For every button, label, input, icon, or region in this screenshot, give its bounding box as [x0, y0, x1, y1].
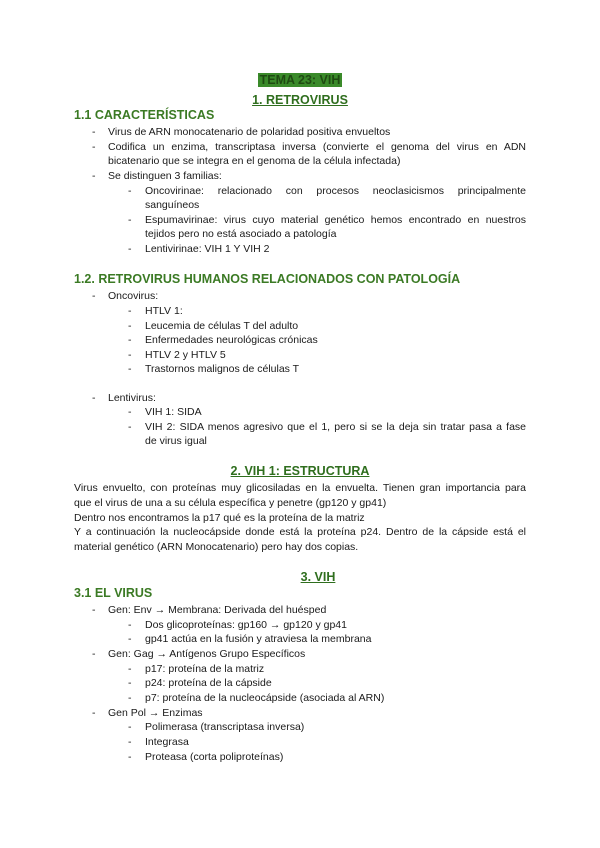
- bullet: -: [128, 751, 132, 763]
- sub-item: p24: proteína de la cápside: [145, 677, 272, 689]
- family-item: Espumavirinae: virus cuyo material genético hemos encontrado en nuestros: [145, 214, 526, 226]
- bullet: -: [128, 243, 132, 255]
- family-item: Lentivirinae: VIH 1 Y VIH 2: [145, 243, 270, 255]
- sub-item: HTLV 1:: [145, 305, 183, 317]
- bullet: -: [128, 421, 132, 433]
- list-item: Codifica un enzima, transcriptasa inversa (convierte el genoma del virus en ADN: [108, 141, 526, 153]
- list-item: Gen: Gag → Antígenos Grupo Específicos: [108, 648, 306, 660]
- heading-3-1: 3.1 EL VIRUS: [74, 586, 153, 600]
- paragraph-line: Y a continuación la nucleocápside donde está la proteína p24. Dentro de la cápside está el: [74, 526, 526, 538]
- section-1-title: 1. RETROVIRUS: [252, 93, 348, 107]
- bullet: -: [128, 363, 132, 375]
- document-title-highlight: TEMA 23: VIH: [259, 73, 341, 87]
- list-item-continuation: bicatenario que se integra en el genoma de la célula infectada): [108, 155, 401, 167]
- list-item: Se distinguen 3 familias:: [108, 170, 222, 182]
- family-item: Oncovirinae: relacionado con procesos neoclasicismos principalmente: [145, 185, 526, 197]
- bullet: -: [128, 320, 132, 332]
- list-item: Lentivirus:: [108, 392, 156, 404]
- bullet: -: [128, 663, 132, 675]
- heading-1-1: 1.1 CARACTERÍSTICAS: [74, 108, 215, 122]
- sub-item: HTLV 2 y HTLV 5: [145, 349, 226, 361]
- bullet: -: [128, 736, 132, 748]
- sub-item: Polimerasa (transcriptasa inversa): [145, 721, 305, 733]
- sub-item: VIH 1: SIDA: [145, 406, 202, 418]
- sub-item: Proteasa (corta poliproteínas): [145, 751, 284, 763]
- bullet: -: [92, 141, 96, 153]
- bullet: -: [92, 126, 96, 138]
- list-item: Gen: Env → Membrana: Derivada del huésped: [108, 604, 327, 616]
- sub-item: Dos glicoproteínas: gp160 → gp120 y gp41: [145, 619, 347, 631]
- bullet: -: [128, 692, 132, 704]
- paragraph-line: Virus envuelto, con proteínas muy glicosiladas en la envuelta. Tienen gran importancia para: [74, 482, 526, 494]
- bullet: -: [128, 406, 132, 418]
- sub-item: Enfermedades neurológicas crónicas: [145, 334, 318, 346]
- section-2-title: 2. VIH 1: ESTRUCTURA: [230, 464, 370, 478]
- bullet: -: [92, 707, 96, 719]
- sub-item: Integrasa: [145, 736, 189, 748]
- list-item: Virus de ARN monocatenario de polaridad positiva envueltos: [108, 126, 391, 138]
- bullet: -: [128, 214, 132, 226]
- sub-item: p7: proteína de la nucleocápside (asociada al ARN): [145, 692, 385, 704]
- sub-item: VIH 2: SIDA menos agresivo que el 1, pero si se la deja sin tratar pasa a fase: [145, 421, 526, 433]
- paragraph-line: que el virus de una a su célula específica y penetre (gp120 y gp41): [74, 497, 387, 509]
- paragraph-line: material genético (ARN Monocatenario) pero hay dos copias.: [74, 541, 359, 553]
- bullet: -: [92, 604, 96, 616]
- sub-item-continuation: de virus igual: [145, 435, 207, 447]
- sub-item: p17: proteína de la matriz: [145, 663, 265, 675]
- section-3-title: 3. VIH: [300, 570, 336, 584]
- list-item: Gen Pol → Enzimas: [108, 707, 203, 719]
- list-item: Oncovirus:: [108, 290, 159, 302]
- bullet: -: [128, 633, 132, 645]
- sub-item: Leucemia de células T del adulto: [145, 320, 299, 332]
- heading-1-2: 1.2. RETROVIRUS HUMANOS RELACIONADOS CON PATOLOGÍA: [74, 272, 461, 286]
- bullet: -: [92, 170, 96, 182]
- bullet: -: [128, 349, 132, 361]
- bullet: -: [92, 648, 96, 660]
- paragraph-line: Dentro nos encontramos la p17 qué es la proteína de la matriz: [74, 512, 365, 524]
- bullet: -: [128, 305, 132, 317]
- document-title: [0, 73, 600, 87]
- family-item-continuation: sanguíneos: [145, 199, 200, 211]
- bullet: -: [128, 334, 132, 346]
- bullet: -: [128, 619, 132, 631]
- family-item-continuation: tejidos pero no está asociado a patología: [145, 228, 337, 240]
- bullet: -: [92, 392, 96, 404]
- bullet: -: [92, 290, 96, 302]
- sub-item: Trastornos malignos de células T: [145, 363, 300, 375]
- sub-item: gp41 actúa en la fusión y atraviesa la membrana: [145, 633, 372, 645]
- bullet: -: [128, 721, 132, 733]
- bullet: -: [128, 677, 132, 689]
- bullet: -: [128, 185, 132, 197]
